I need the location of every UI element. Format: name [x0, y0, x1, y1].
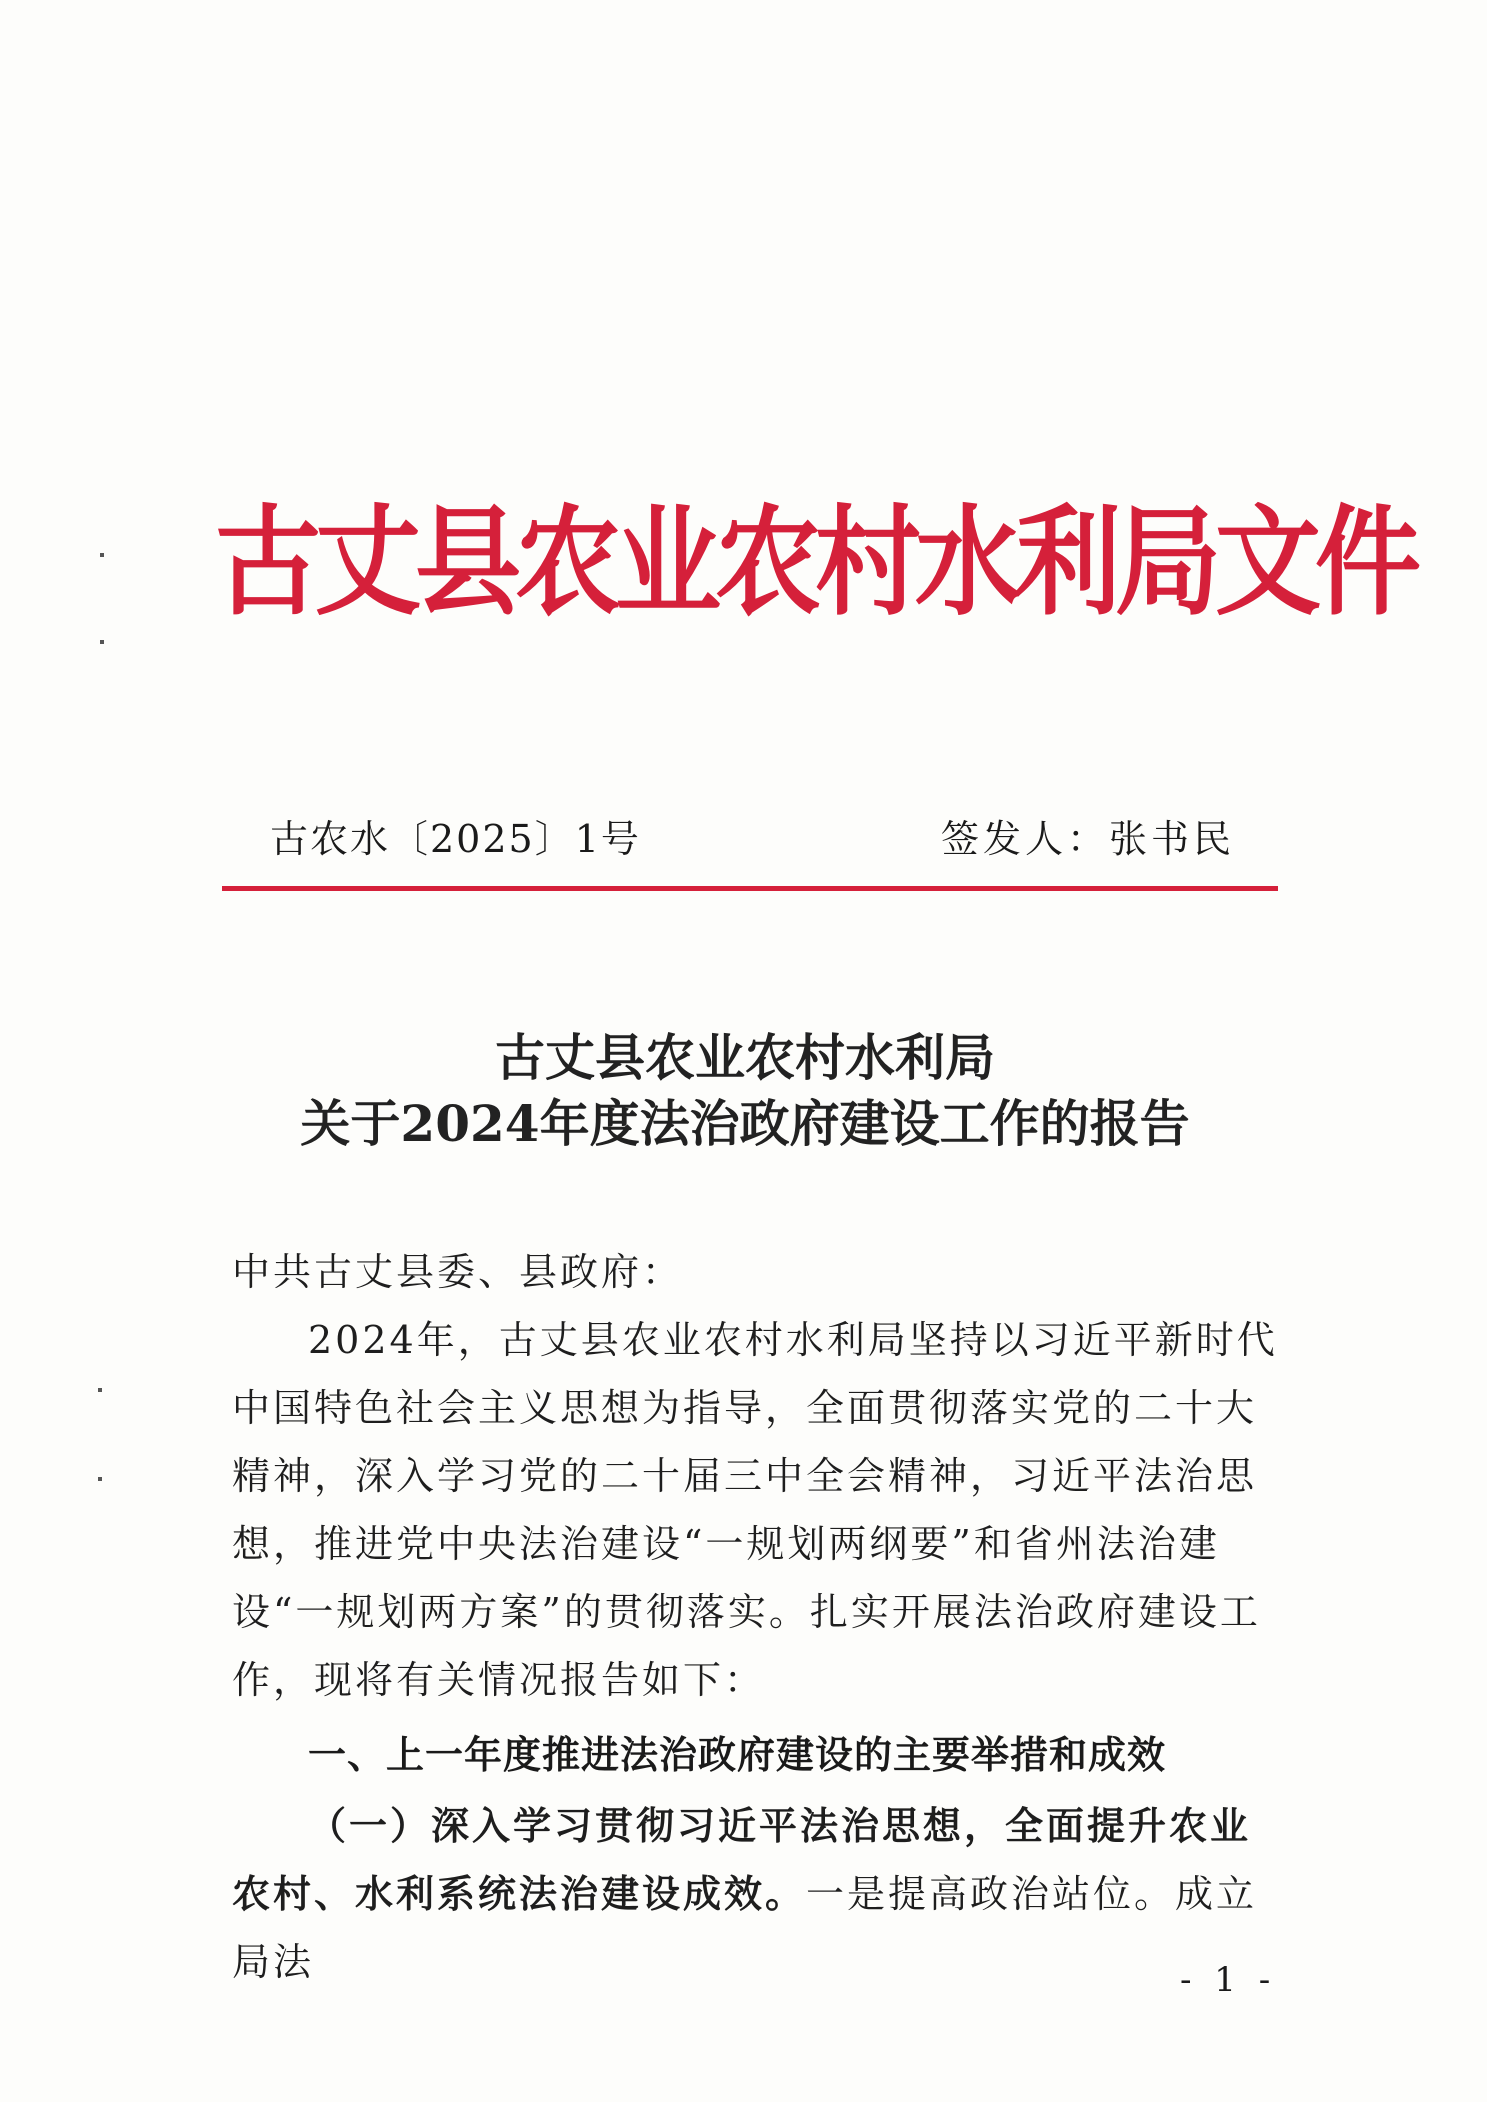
scan-speck — [100, 640, 104, 644]
scan-speck — [98, 1388, 102, 1392]
scan-speck — [100, 553, 104, 557]
section-heading-1: 一、上一年度推进法治政府建设的主要举措和成效 — [308, 1733, 1167, 1777]
scan-speck — [98, 1477, 102, 1481]
paragraph-intro: 2024年，古丈县农业农村水利局坚持以习近平新时代中国特色社会主义思想为指导，全面贯彻落实党的二十大精神，深入学习党的二十届三中全会精神，习近平法治思想，推进党中央法治建设“一规划两纲要”和省州法治建设“一规划两方案”的贯彻落实。扎实开展法治政府建设工作，现将有关情况报告如下： — [232, 1318, 1278, 1702]
salutation: 中共古丈县委、县政府： — [232, 1250, 684, 1294]
issuer-header: 古丈县农业农村水利局文件 — [215, 491, 1415, 632]
report-title-line1: 古丈县农业农村水利局 — [495, 1028, 995, 1087]
signer: 签发人：张书民 — [940, 817, 1235, 861]
document-number: 古农水〔2025〕1号 — [270, 817, 641, 861]
paragraph-bold-lead: （一）深入学习贯彻习近平法治思想，全面提升农业农村、水利系统法治建设成效。 — [232, 1803, 1252, 1916]
paragraph-section1-1 — [232, 1792, 1282, 1996]
red-divider-line — [222, 886, 1278, 891]
report-title-line2: 关于2024年度法治政府建设工作的报告 — [300, 1094, 1190, 1153]
page-number: - 1 - — [1180, 1960, 1277, 2000]
paragraph-continuation: 一是提高政治站位。成立局法 — [232, 1872, 1258, 1984]
